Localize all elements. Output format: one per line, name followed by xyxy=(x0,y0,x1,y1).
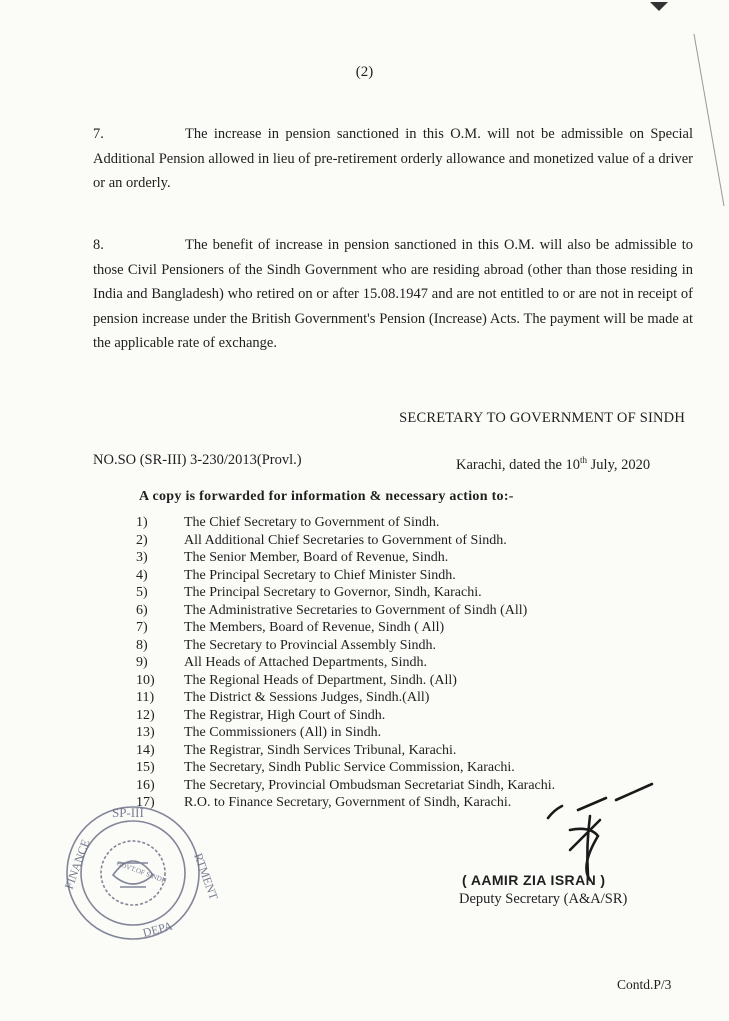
copy-list xyxy=(136,514,555,812)
list-item-number: 11) xyxy=(136,690,155,705)
svg-text:GOVT.OF SINDH: GOVT.OF SINDH xyxy=(115,859,168,885)
paragraph-7 xyxy=(93,122,693,196)
paragraph-number: 8. xyxy=(93,237,104,253)
paragraph-number: 7. xyxy=(93,126,104,142)
list-item-text: The Secretary to Provincial Assembly Sindh. xyxy=(184,637,436,653)
list-item xyxy=(136,637,555,655)
list-item xyxy=(136,549,555,567)
list-item-number: 13) xyxy=(136,725,155,740)
dated-prefix: Karachi, dated the 10 xyxy=(456,456,581,473)
svg-text:DEPA: DEPA xyxy=(141,918,174,940)
list-item-text: The Senior Member, Board of Revenue, Sindh. xyxy=(184,550,449,565)
list-item-text: The Principal Secretary to Governor, Sindh, Karachi. xyxy=(184,585,482,600)
list-item-text: All Heads of Attached Departments, Sindh. xyxy=(184,655,428,670)
list-item-text: The Commissioners (All) in Sindh. xyxy=(184,725,382,740)
list-item-text: The Administrative Secretaries to Government of Sindh (All) xyxy=(184,602,528,618)
page-number: (2) xyxy=(355,64,374,80)
svg-text:SP-III: SP-III xyxy=(112,805,144,820)
list-item-text: The Registrar, High Court of Sindh. xyxy=(184,707,386,723)
list-item xyxy=(136,532,555,550)
svg-text:FINANCE: FINANCE xyxy=(61,837,93,892)
list-item-text: The Regional Heads of Department, Sindh. (All) xyxy=(184,672,457,688)
list-item-number: 2) xyxy=(136,532,148,548)
list-item-number: 8) xyxy=(136,637,148,653)
secretary-designation: SECRETARY TO GOVERNMENT OF SINDH xyxy=(399,410,685,426)
list-item xyxy=(136,724,555,742)
list-item-number: 12) xyxy=(136,707,155,723)
list-item-number: 17) xyxy=(136,795,155,810)
paragraph-8 xyxy=(93,233,693,356)
list-item-text: The Registrar, Sindh Services Tribunal, Karachi. xyxy=(184,742,457,758)
list-item xyxy=(136,619,555,637)
list-item-number: 1) xyxy=(136,515,148,530)
list-item xyxy=(136,777,555,795)
list-item-number: 9) xyxy=(136,655,148,670)
list-item-text: The Principal Secretary to Chief Minister Sindh. xyxy=(184,567,456,583)
svg-text:RTMENT: RTMENT xyxy=(191,851,221,902)
signatory-name: ( AAMIR ZIA ISRAN ) xyxy=(462,872,606,888)
seal-stamp-icon xyxy=(58,795,221,945)
list-item-number: 15) xyxy=(136,760,155,775)
list-item xyxy=(136,602,555,620)
copy-heading: A copy is forwarded for information & necessary action to:- xyxy=(139,489,514,504)
continued-note: Contd.P/3 xyxy=(617,977,672,992)
reference-number: NO.SO (SR-III) 3-230/2013(Provl.) xyxy=(93,452,302,468)
list-item-number: 14) xyxy=(136,742,155,758)
page-edge-mark-icon xyxy=(690,30,729,210)
list-item-text: R.O. to Finance Secretary, Government of Sindh, Karachi. xyxy=(184,795,512,810)
list-item xyxy=(136,654,555,672)
list-item-text: The Chief Secretary to Government of Sindh. xyxy=(184,515,440,530)
list-item xyxy=(136,742,555,760)
list-item-number: 6) xyxy=(136,602,148,618)
list-item xyxy=(136,689,555,707)
list-item-text: The District & Sessions Judges, Sindh.(All) xyxy=(184,690,430,705)
signatory-title: Deputy Secretary (A&A/SR) xyxy=(459,891,628,907)
list-item xyxy=(136,514,555,532)
list-item-number: 3) xyxy=(136,550,148,565)
list-item xyxy=(136,672,555,690)
list-item-text: All Additional Chief Secretaries to Government of Sindh. xyxy=(184,532,507,548)
list-item-number: 10) xyxy=(136,672,155,688)
list-item-text: The Secretary, Provincial Ombudsman Secretariat Sindh, Karachi. xyxy=(184,777,556,793)
list-item-number: 7) xyxy=(136,620,148,635)
list-item xyxy=(136,584,555,602)
list-item-text: The Secretary, Sindh Public Service Commission, Karachi. xyxy=(184,760,515,775)
list-item-text: The Members, Board of Revenue, Sindh ( All) xyxy=(184,620,445,635)
list-item xyxy=(136,759,555,777)
paragraph-text: The increase in pension sanctioned in this O.M. will not be admissible on Special Additional Pension allowed in lieu of pre-retirement orderly allowance and monetized value of a driver or an orderly. xyxy=(93,126,693,191)
list-item xyxy=(136,567,555,585)
list-item xyxy=(136,707,555,725)
list-item-number: 4) xyxy=(136,567,148,583)
dated-suffix: th xyxy=(580,455,588,465)
list-item-number: 5) xyxy=(136,585,148,600)
dated-rest: July, 2020 xyxy=(587,456,651,473)
dated-line xyxy=(456,455,650,474)
corner-mark-icon xyxy=(648,0,670,12)
list-item-number: 16) xyxy=(136,777,155,793)
paragraph-text: The benefit of increase in pension sanctioned in this O.M. will also be admissible to those Civil Pensioners of the Sindh Government who are residing abroad (other than those residing in India and Bangladesh) who retired on or after 15.08.1947 and are not entitled to or are not in receipt of pension increase under the British Government's Pension (Increase) Acts. The payment will be made at the applicable rate of exchange. xyxy=(93,237,693,351)
